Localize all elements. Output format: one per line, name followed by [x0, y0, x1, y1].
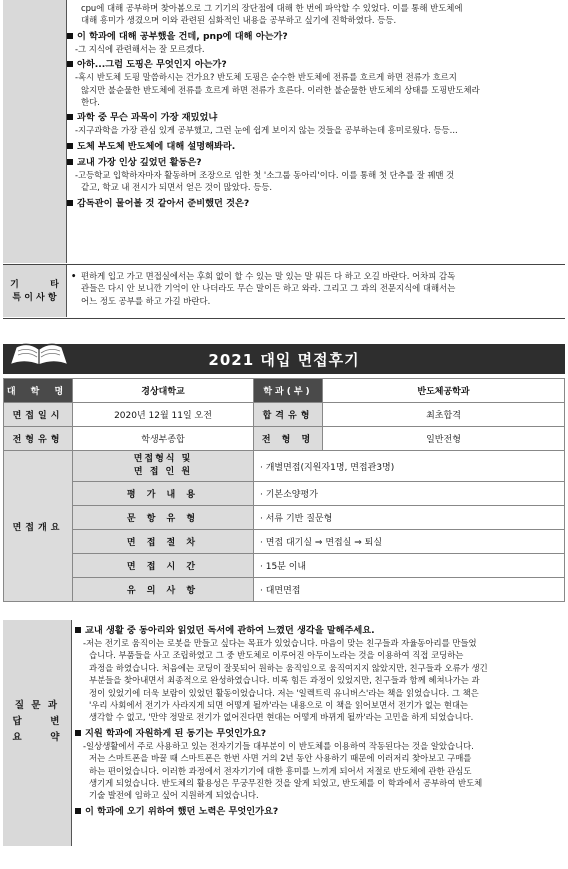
result-label: 합격유형 [254, 403, 323, 427]
overview-row-value: · 15분 이내 [254, 554, 565, 578]
interview-info-table [3, 378, 565, 602]
answer: 한다. [81, 97, 100, 108]
dept-value: 반도체공학과 [323, 379, 565, 403]
overview-row-value: · 대면면접 [254, 578, 565, 602]
overview-row-label: 면 접 절 차 [73, 530, 254, 554]
divider [3, 318, 565, 319]
result-value: 최초합격 [323, 403, 565, 427]
answer: -고등학교 입학하자마자 활동하며 조장으로 임한 첫 '소그룹 동아리'이다. 이를 통해 첫 단추를 잘 꿰맨 것 [75, 169, 455, 180]
question: 과학 중 무슨 과목이 가장 재밌었냐 [67, 111, 565, 124]
answer: 정이 있었기에 더욱 보람이 있었던 활동이었습니다. 저는 '일렉트릭 유니버스'라는 책을 읽었습니다. 그 책은 [89, 687, 479, 698]
qa-label-1: 질 문 과 [14, 700, 60, 711]
overview-row-value: · 면접 대기실 ⇒ 면접실 ⇒ 퇴실 [254, 530, 565, 554]
extra-notes [67, 270, 565, 307]
bullet-icon: • [71, 271, 77, 281]
answer: -저는 전기로 움직이는 로봇을 만들고 싶다는 목표가 있었습니다. 마음이 맞는 친구들과 자율동아리를 만들었 [83, 638, 477, 648]
banner-title: 2021 대입 면접후기 [208, 351, 360, 369]
answer: 생각할 수 없고, '만약 정말로 전기가 없어진다면 현대는 어떻게 바뀌게 될까'라는 고민을 하게 되었습니다. [89, 712, 474, 723]
overview-row-value: · 기본소양평가 [254, 482, 565, 506]
answer: -혹시 반도체 도핑 말씀하시는 건가요? 반도체 도핑은 순수한 반도체에 전류를 흐르게 하면 전류가 흐르지 [75, 72, 457, 83]
overview-row-value: · 서류 기반 질문형 [254, 506, 565, 530]
divider [3, 264, 565, 265]
answer: 하는 편이었습니다. 이러한 과정에서 전자기기에 대한 흥미를 느끼게 되어서 저절로 반도체에 관한 관심도 [89, 765, 472, 776]
question: 이 학과에 대해 공부했을 건데, pnp에 대해 아는가? [67, 30, 565, 43]
answer: 기술 발전에 임하고 싶어 지원하게 되었습니다. [89, 790, 259, 801]
extra-label-1: 기 타 [10, 280, 59, 290]
qa-label-2: 답 변 [12, 716, 62, 727]
overview-row-label: 유 의 사 항 [73, 578, 254, 602]
dept-label: 학과(부) [254, 379, 323, 403]
date-value: 2020년 12월 11일 오전 [73, 403, 254, 427]
answer: -그 지식에 관련해서는 잘 모르겠다. [75, 43, 205, 54]
question: 이 학과에 오기 위하여 했던 노력은 무엇인가요? [75, 805, 563, 818]
qa-summary-content [75, 624, 563, 818]
extra-label-cell [3, 265, 67, 317]
track-value: 일반전형 [323, 427, 565, 451]
answer: 부분들을 찾아내면서 최종적으로 완성하였습니다. 비록 힘든 과정이 있었지만, 친구들과 함께 헤쳐나가는 과 [89, 675, 480, 686]
answer: 생기게 되었습니다. 반도체의 활용성은 무궁무진한 것을 알게 되었고, 반도체를 이 학과에서 공부하여 반도체 [89, 778, 483, 789]
question: 아하...그럼 도핑은 무엇인지 아는가? [67, 58, 565, 71]
answer: 같고, 학교 내 전시가 되면서 얻은 것이 많았다. 등등. [81, 182, 273, 193]
answer: -지구과학을 가장 관심 있게 공부했고, 그런 눈에 쉽게 보이지 않는 것들을 공부하는데 흥미로웠다. 등등... [75, 125, 458, 136]
qa-summary-section [3, 620, 565, 846]
answer: 않지만 불순물한 반도체에 전류를 흐르게 하면 전류가 흐른다. 이러한 불순물한 반도체의 상태를 도핑반도체라 [81, 84, 480, 95]
interview-banner [3, 344, 565, 374]
open-book-icon [8, 337, 70, 367]
overview-row-label: 면 접 시 간 [73, 554, 254, 578]
question: 도체 부도체 반도체에 대해 설명해봐라. [67, 140, 565, 153]
previous-qa-section [0, 0, 568, 320]
intro-line: cpu에 대해 공부하며 찾아봄으로 그 기기의 장단점에 대해 한 번에 파악할 수 있었다. 이를 통해 반도체에 [81, 3, 463, 13]
univ-label: 대 학 명 [4, 379, 73, 403]
question: 교내 가장 인상 깊었던 활동은? [67, 156, 565, 169]
question: 지원 학과에 자원하게 된 동기는 무엇인가요? [75, 727, 563, 740]
intro-line: 대해 흥미가 생겼으며 이와 관련된 심화적인 내용을 공부하고 싶기에 진학하였다. 등등. [81, 15, 397, 26]
qa-summary-label-cell [3, 620, 72, 846]
extra-line: • 편하게 입고 가고 면접실에서는 후회 없이 할 수 있는 말 있는 말 뭐든 다 하고 오길 바란다. 어차피 감독 [71, 271, 456, 281]
overview-label: 면접개요 [4, 451, 73, 602]
answer: -일상생활에서 주로 사용하고 있는 전자기기들 대부분이 이 반도체를 이용하여 작동된다는 것을 알았습니다. [83, 740, 474, 751]
qa-content [67, 2, 565, 210]
type-label: 전형유형 [4, 427, 73, 451]
answer: 과정을 하였습니다. 처음에는 코딩이 잘못되어 원하는 움직임으로 움직여지지 않았지만, 친구들과 오류가 생긴 [89, 662, 488, 673]
answer: 저는 스마트폰을 바꿀 때 스마트폰은 한번 사면 거의 2년 동안 사용하기 때문에 이러저리 찾아보고 구매를 [89, 753, 472, 764]
track-label: 전 형 명 [254, 427, 323, 451]
qa-label-column [3, 0, 67, 263]
extra-label-2: 특 이 사 항 [12, 293, 57, 303]
univ-value: 경상대학교 [73, 379, 254, 403]
overview-row-label: 평 가 내 용 [73, 482, 254, 506]
qa-label-3: 요 약 [12, 732, 62, 743]
question: 교내 생활 중 동아리와 읽었던 독서에 관하여 느꼈던 생각을 말해주세요. [75, 624, 563, 637]
extra-line: 관들은 다시 안 보니깐 기억이 안 나더라도 무슨 말이든 하고 와라. 그리고 그 과의 전문지식에 대해서는 [81, 283, 456, 294]
overview-row-label: 면접형식 및 면 접 인 원 [73, 451, 254, 482]
date-label: 면접일시 [4, 403, 73, 427]
overview-row-label: 문 항 유 형 [73, 506, 254, 530]
answer: '우리 사회에서 전기가 사라지게 되면 어떻게 될까'라는 내용으로 이 책을 읽어보면서 전기가 없는 현대는 [89, 700, 469, 711]
overview-row-value: · 개별면접(지원자1명, 면접관3명) [254, 451, 565, 482]
extra-line: 어느 정도 공부를 하고 가길 바란다. [81, 295, 211, 306]
question: 감독관이 물어볼 것 같아서 준비했던 것은? [67, 197, 565, 210]
type-value: 학생부종합 [73, 427, 254, 451]
answer: 습니다. 부품들을 사고 조립하였고 그 중 반도체로 이루어진 아두이노라는 것을 이용하여 직접 코딩하는 [89, 650, 464, 661]
